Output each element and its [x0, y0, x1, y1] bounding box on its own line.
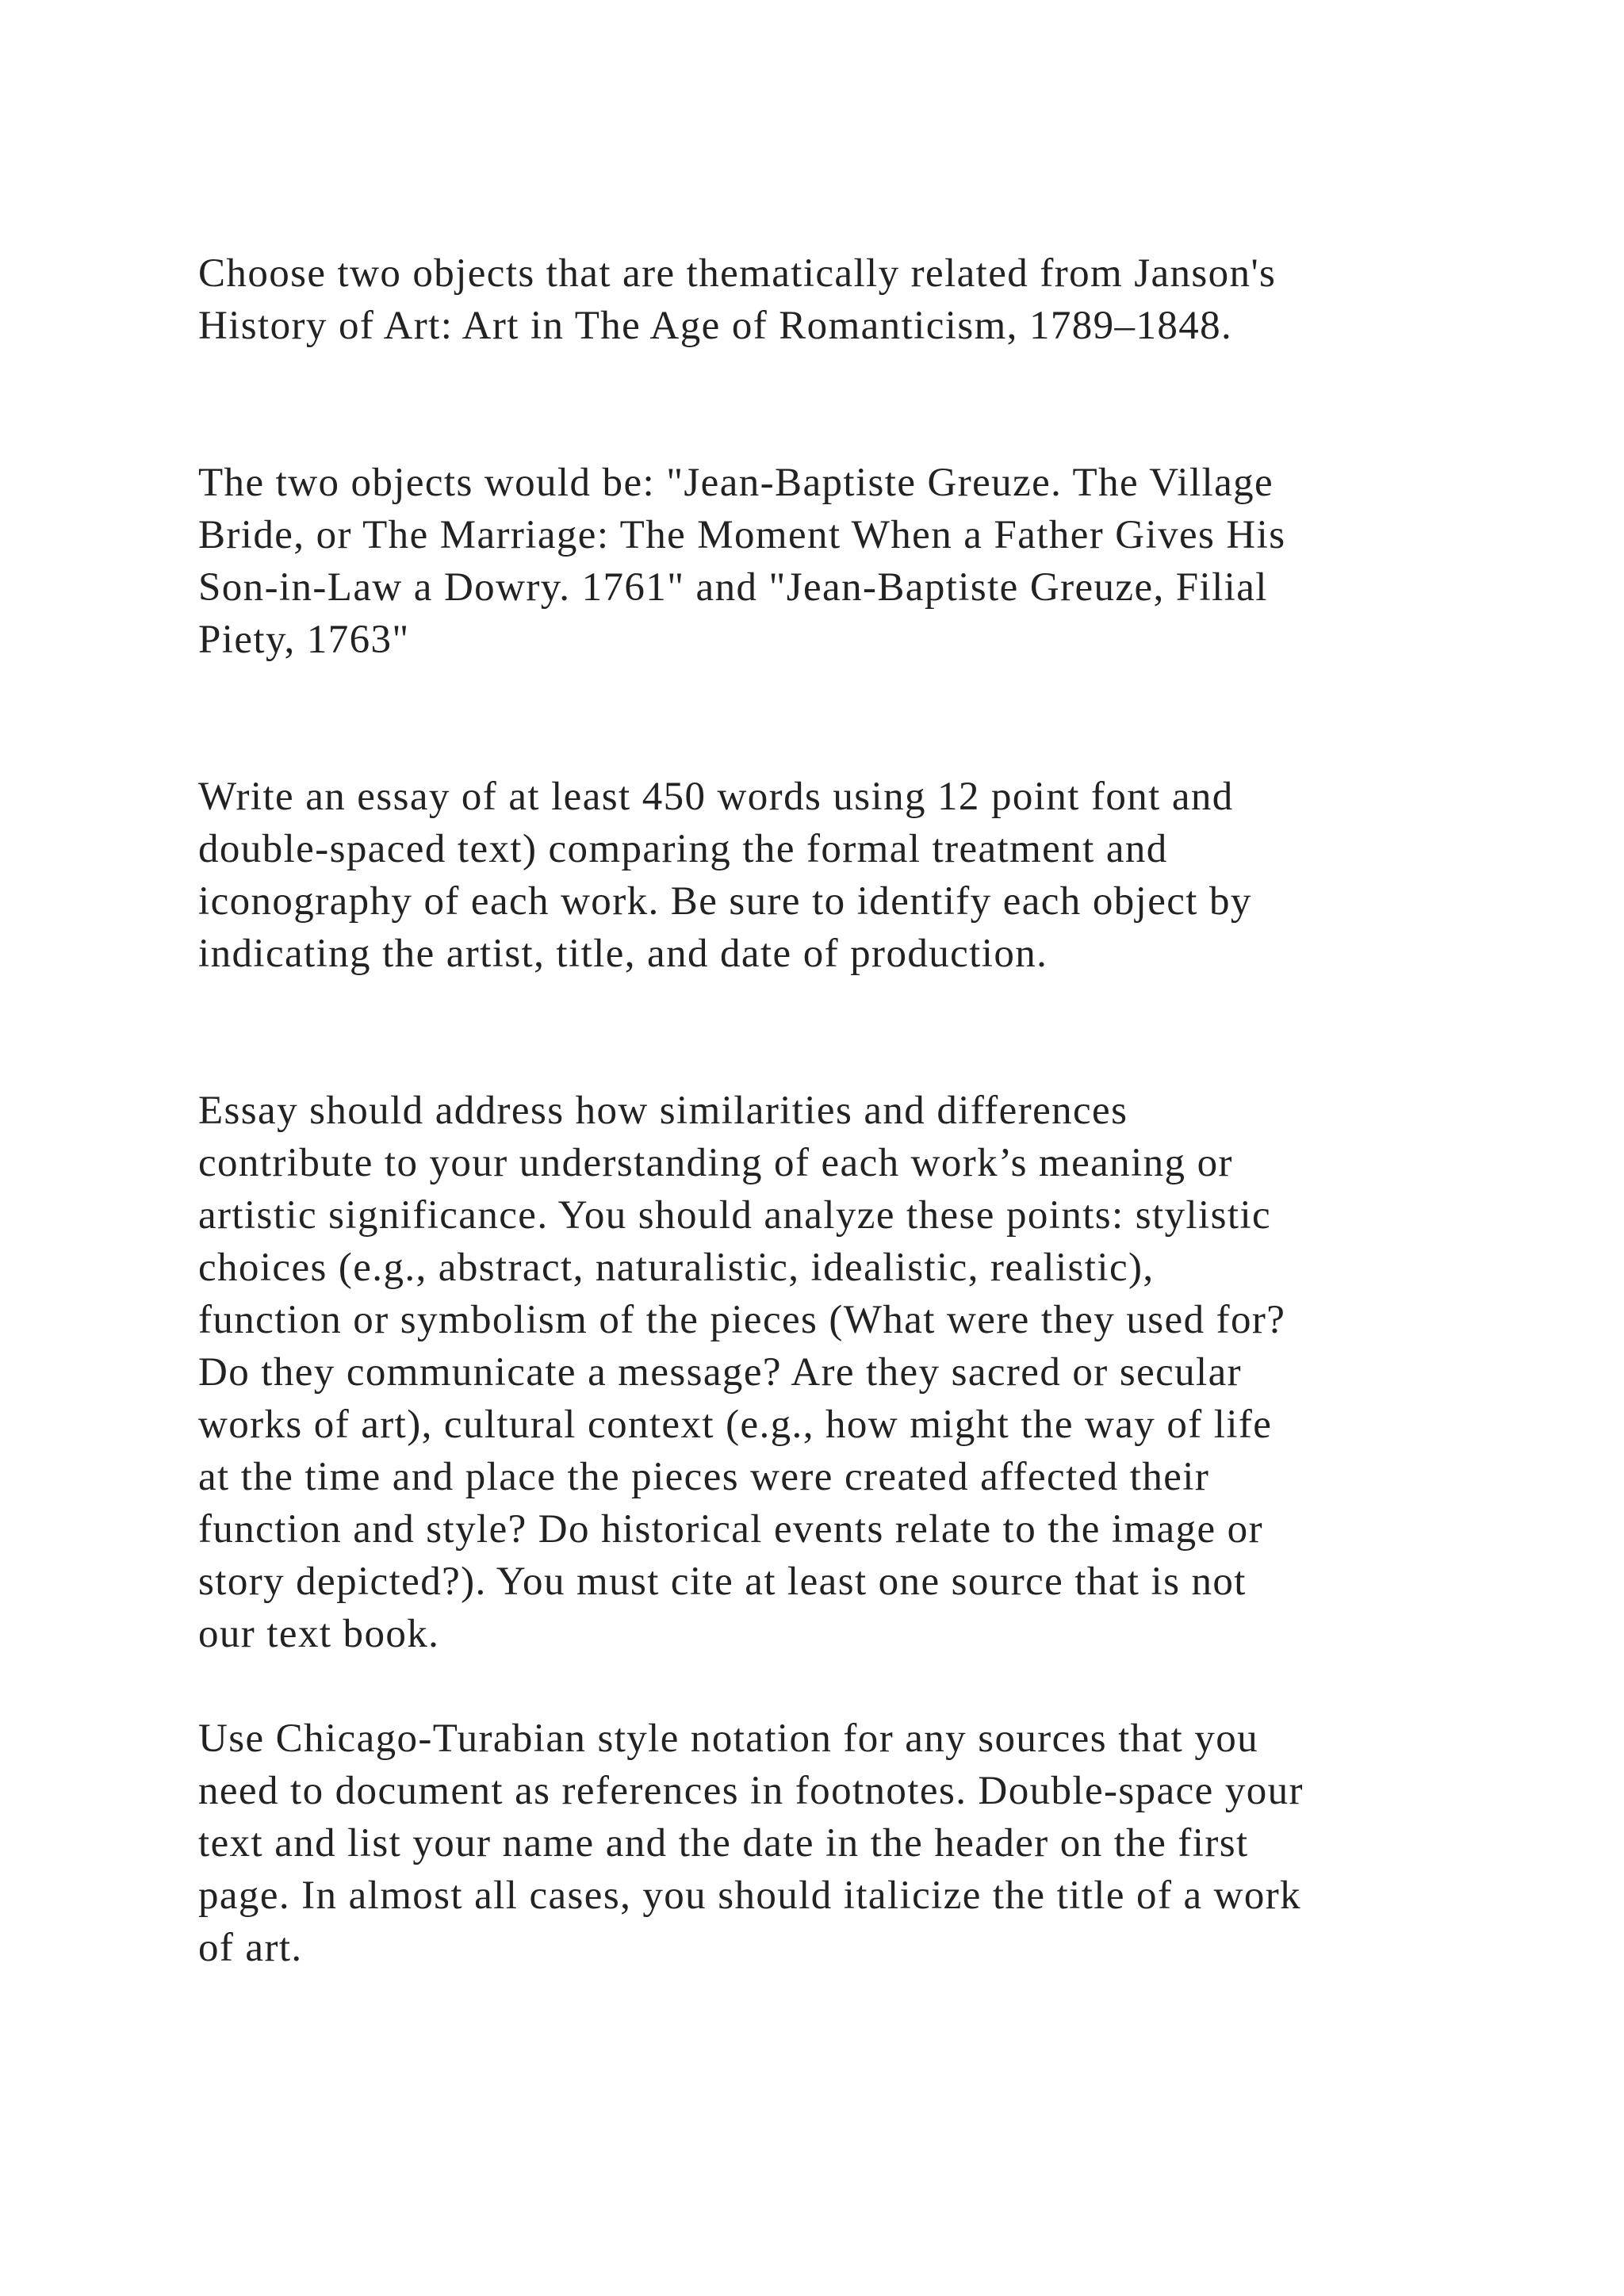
paragraph-citation-style [198, 1712, 1483, 1974]
text-line: contribute to your understanding of each work’s meaning or [198, 1141, 1233, 1185]
text-line: function and style? Do historical events relate to the image or [198, 1507, 1263, 1552]
paragraph-assignment-intro [198, 247, 1483, 352]
text-line: works of art), cultural context (e.g., how might the way of life [198, 1402, 1273, 1447]
text-line: choices (e.g., abstract, naturalistic, idealistic, realistic), [198, 1246, 1155, 1290]
text-line: our text book. [198, 1612, 440, 1656]
text-line: at the time and place the pieces were created affected their [198, 1455, 1210, 1499]
text-line: indicating the artist, title, and date of production. [198, 932, 1048, 976]
text-line: Write an essay of at least 450 words using 12 point font and [198, 775, 1234, 819]
text-line: of art. [198, 1926, 303, 1970]
text-line: page. In almost all cases, you should italicize the title of a work [198, 1873, 1302, 1918]
text-line: Essay should address how similarities and differences [198, 1089, 1128, 1133]
text-line: Use Chicago-Turabian style notation for any sources that you [198, 1716, 1259, 1761]
document-body [198, 247, 1483, 1974]
text-line: artistic significance. You should analyze these points: stylistic [198, 1193, 1272, 1238]
text-line: The two objects would be: "Jean-Baptiste Greuze. The Village [198, 461, 1274, 505]
text-line: text and list your name and the date in the header on the first [198, 1821, 1249, 1866]
text-line: double-spaced text) comparing the formal treatment and [198, 827, 1168, 871]
text-line: function or symbolism of the pieces (What were they used for? [198, 1298, 1286, 1342]
text-line: need to document as references in footnotes. Double-space your [198, 1769, 1304, 1813]
text-line: iconography of each work. Be sure to identify each object by [198, 879, 1252, 924]
text-line: Do they communicate a message? Are they sacred or secular [198, 1350, 1243, 1395]
paragraph-chosen-objects [198, 457, 1483, 666]
text-line: Bride, or The Marriage: The Moment When a Father Gives His [198, 513, 1286, 557]
paragraph-analysis-points [198, 1085, 1483, 1660]
text-line: Piety, 1763" [198, 618, 410, 662]
paragraph-essay-requirements [198, 771, 1483, 980]
text-line: Son-in-Law a Dowry. 1761" and "Jean-Baptiste Greuze, Filial [198, 565, 1268, 610]
text-line: story depicted?). You must cite at least one source that is not [198, 1559, 1247, 1604]
text-line: Choose two objects that are thematically related from Janson's [198, 251, 1277, 296]
text-line: History of Art: Art in The Age of Romanticism, 1789–1848. [198, 304, 1233, 348]
